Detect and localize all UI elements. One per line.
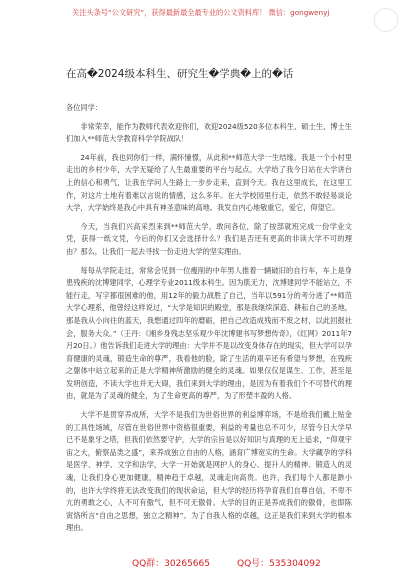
paragraph-5: 大学不是贯穿养成所，大学不是我们为世俗世界的利益博弈场，不是给我们戴上贴金的工具性场域，尽管在世俗世界中资格很重要，利益的考量也总不可少，尽管今日大学早已不是象牙之塔，但我们依然要守护，大学的宗旨是以好知识与真理的无上追求，“仰观宇宙之大，俯察品类之盛”，来养成独立自由的人格，涵育广博宽实的生命。大学藏孕的学科是医学、神学、文学和法学，大学一开始就是网护人的身心、提升人的精神、锻造人的灵魂，让我们身心更加健康，精神趋于卓越，灵魂走向高贵。也许，我们每个人都是渺小的，也许大学终将无法改变我们的现状命运，但大学的经历将孕育我们自尊自信，不卑不亢的勇敢之心，人不可有傲气，但不可无傲骨。大学的目的正是养成我们的傲骨，也即陈寅恪所言“自由之思想，独立之精神”。为了自我人格的卓越，这正是我们来到大学的根本理由。 xyxy=(66,410,352,533)
paragraph-1: 非常荣幸，能作为教师代表欢迎你们，欢迎2024级520多位本科生、硕士生、博士生们加入**师范大学教育科学学院战队！ xyxy=(66,121,352,144)
watermark-logo-icon xyxy=(374,8,398,32)
footer xyxy=(0,556,408,572)
banner-text: 关注头条号“公文研究”，获得最新最全最专业的公文资料库！ 微信：gongwenyj xyxy=(72,8,330,17)
paragraph-4: 每每从学院走过，常常会见到一位瘦削的中年男人推着一辆破旧的自行车，车上是身患残疾的沈博建同学，心理学专业2011级本科生。因为肌无力，沈博建同学不能站立，不能行走，写字都很困难的他，用12年的毅力战胜了自己，当年以591分的考分进了**师范大学心理系，他曾经这样说过，“大学是知识的殿堂，那是我继续深造、耕耘自己的圣地，那是我从小向往的蓝天，我想通过四年的磨砺，把自己改造成残而不废之材，以此回报社会，服务大众。”（王丹：《湘乡身残志坚乐观少年沈博建书写梦想传奇》，《红网》2011年7月20日。）他告诉我们走进大学的理由：大学并不是以改变身体存在的现实，但大学可以孕育健康的灵魂，锻造生命的尊严，我看他的脸，除了生活的艰辛还有希望与梦想，在残疾之躯体中站立起来的正是大学精神所激励的健全的灵魂。如果仅仅是谋生、工作，甚至是发明创造，不读大学也并无大碍，我们来到大学的理由，是因为有着我们个不可替代的理由，就是为了灵魂的健全，为了生命更高的尊严，为了形塑丰盈的人格。 xyxy=(66,265,352,401)
paragraph-3: 今天，当我们兴高采烈来到**师范大学，敢问各位，除了按部就班完成一份学业文凭，获得一纸文凭，今后的你们又会选择什么？我们是否还有更高的非读大学不可的理由？那么，让我们一起去寻找一份走进大学的坚实理由。 xyxy=(66,221,352,256)
qq-number: QQ号：535304092 xyxy=(237,559,321,569)
top-banner xyxy=(0,0,408,40)
qq-group: QQ群：30265665 xyxy=(132,559,210,569)
paragraph-2: 24年前，我也同你们一样，满怀憧憬，从此和**师范大学一生结缘。我是一个小村里走出的乡村少年，大学无疑给了人生最重要的平台与起点。大学给了我今日站在大学讲台上的信心和勇气，让我在学问人生路上一步步走来，直到今天。我在这里成长，在这里工作，对这片土地有着难以言说的情感，这么多年。在大学校园里行走，依然不敢轻易谈论大学，大学始终是我心中具有神圣意味的高地。我发自内心地敬重它，爱它，仰望它。 xyxy=(66,152,352,213)
salutation: 各位同学： xyxy=(66,103,102,112)
document-title: 在高�2024级本科生、研究生�学典�上的�话 xyxy=(66,68,294,80)
document-body xyxy=(66,102,352,541)
